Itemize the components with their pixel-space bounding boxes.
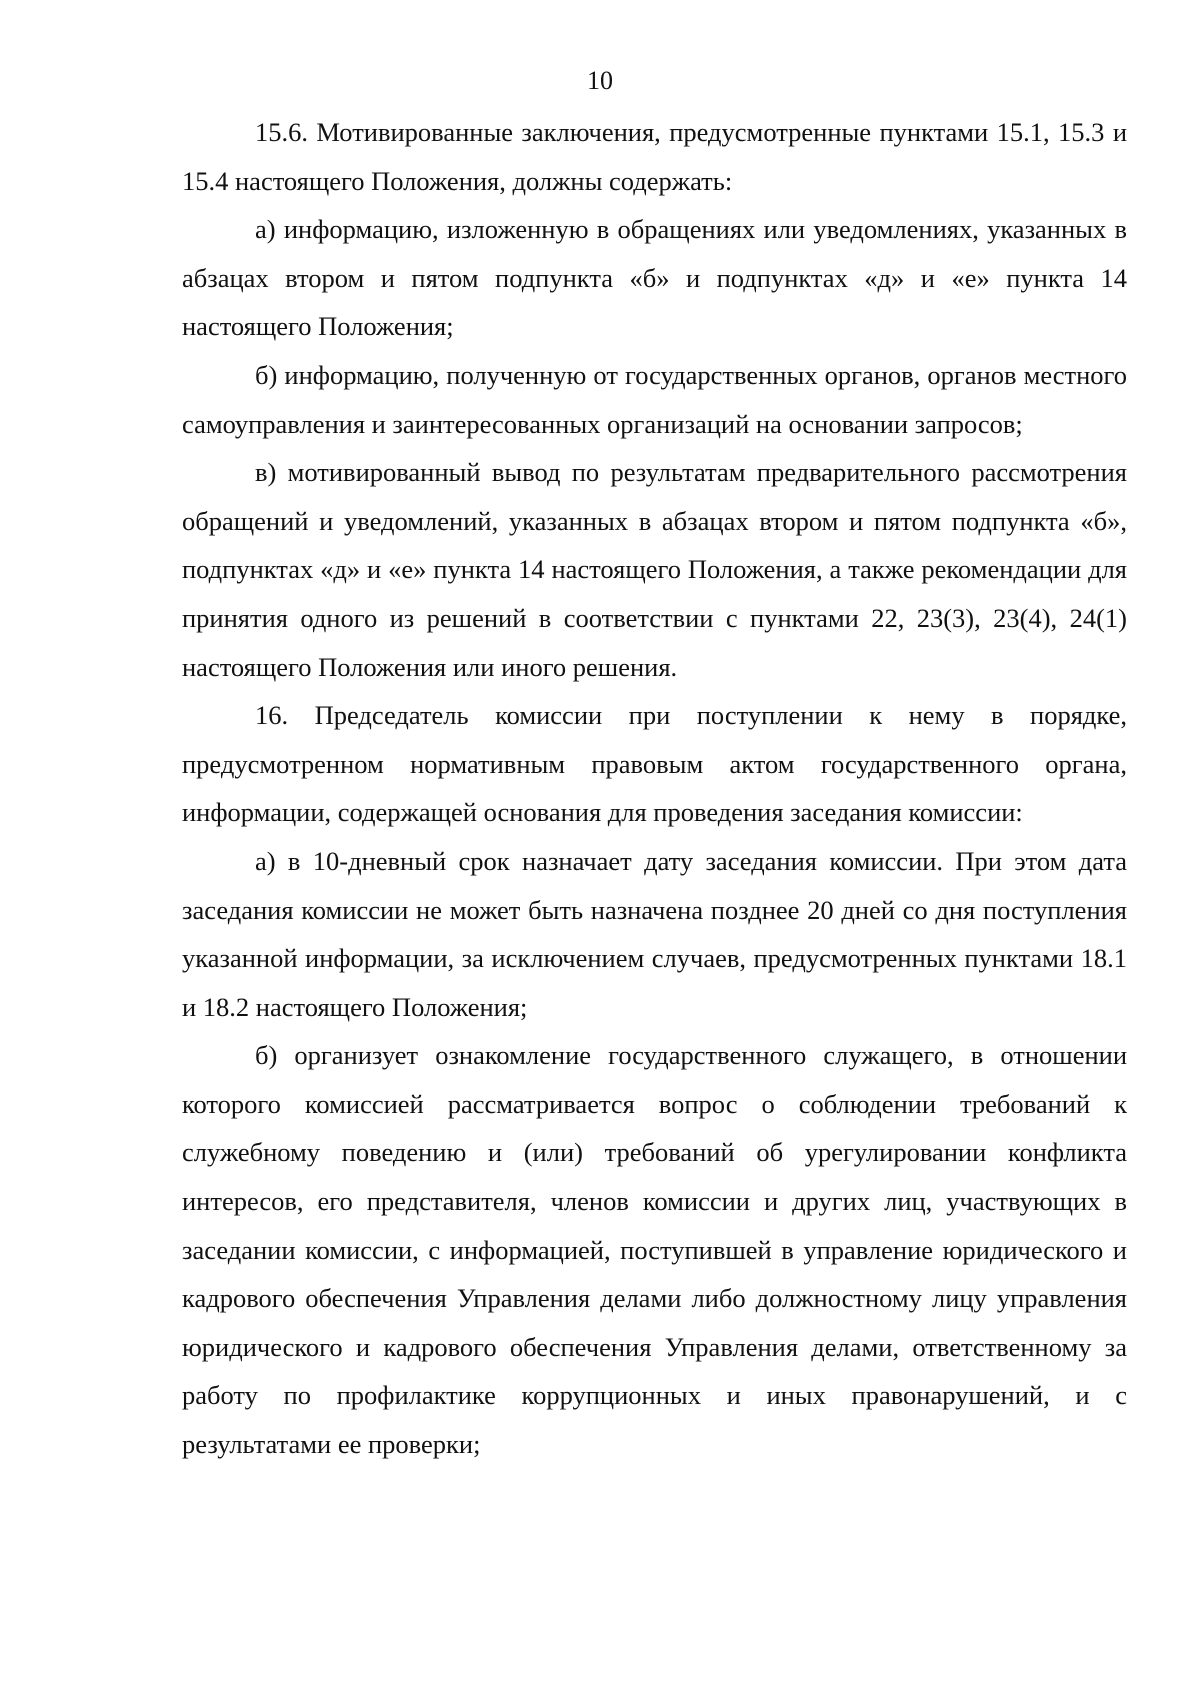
paragraph-15-6-a: а) информацию, изложенную в обращениях или уведомлениях, указанных в абзацах втором и пятом подпункта «б» и подпунктах «д» и «е» пункта 14 настоящего Положения; — [182, 214, 1127, 342]
paragraph-16-a: а) в 10-дневный срок назначает дату заседания комиссии. При этом дата заседания комиссии не может быть назначена позднее 20 дней со дня поступления указанной информации, за исключением случаев, предусмотренных пунктами 18.1 и 18.2 настоящего Положения; — [182, 845, 1127, 1022]
paragraph-16-b: б) организует ознакомление государственного служащего, в отношении которого комиссией рассматривается вопрос о соблюдении требований к служебному поведению и (или) требований об урегулировании конфликта интересов, его представителя, членов комиссии и других лиц, участвующих в заседании комиссии, с информацией, поступившей в управление юридического и кадрового обеспечения Управления делами либо должностному лицу управления юридического и кадрового обеспечения Управления делами, ответственному за работу по профилактике коррупционных и иных правонарушений, и с результатами ее проверки; — [182, 1040, 1127, 1460]
paragraph-16: 16. Председатель комиссии при поступлении к нему в порядке, предусмотренном нормативным правовым актом государственного органа, информации, содержащей основания для проведения заседания комиссии: — [182, 700, 1127, 828]
paragraph-15-6-v: в) мотивированный вывод по результатам предварительного рассмотрения обращений и уведомлений, указанных в абзацах втором и пятом подпункта «б», подпунктах «д» и «е» пункта 14 настоящего Положения, а также рекомендации для принятия одного из решений в соответствии с пунктами 22, 23(3), 23(4), 24(1) настоящего Положения или иного решения. — [182, 457, 1127, 682]
page-number: 10 — [587, 66, 613, 95]
paragraph-15-6: 15.6. Мотивированные заключения, предусмотренные пунктами 15.1, 15.3 и 15.4 настоящего Положения, должны содержать: — [182, 117, 1127, 196]
document-body — [182, 108, 1127, 1469]
paragraph-15-6-b: б) информацию, полученную от государственных органов, органов местного самоуправления и заинтересованных организаций на основании запросов; — [182, 359, 1127, 439]
